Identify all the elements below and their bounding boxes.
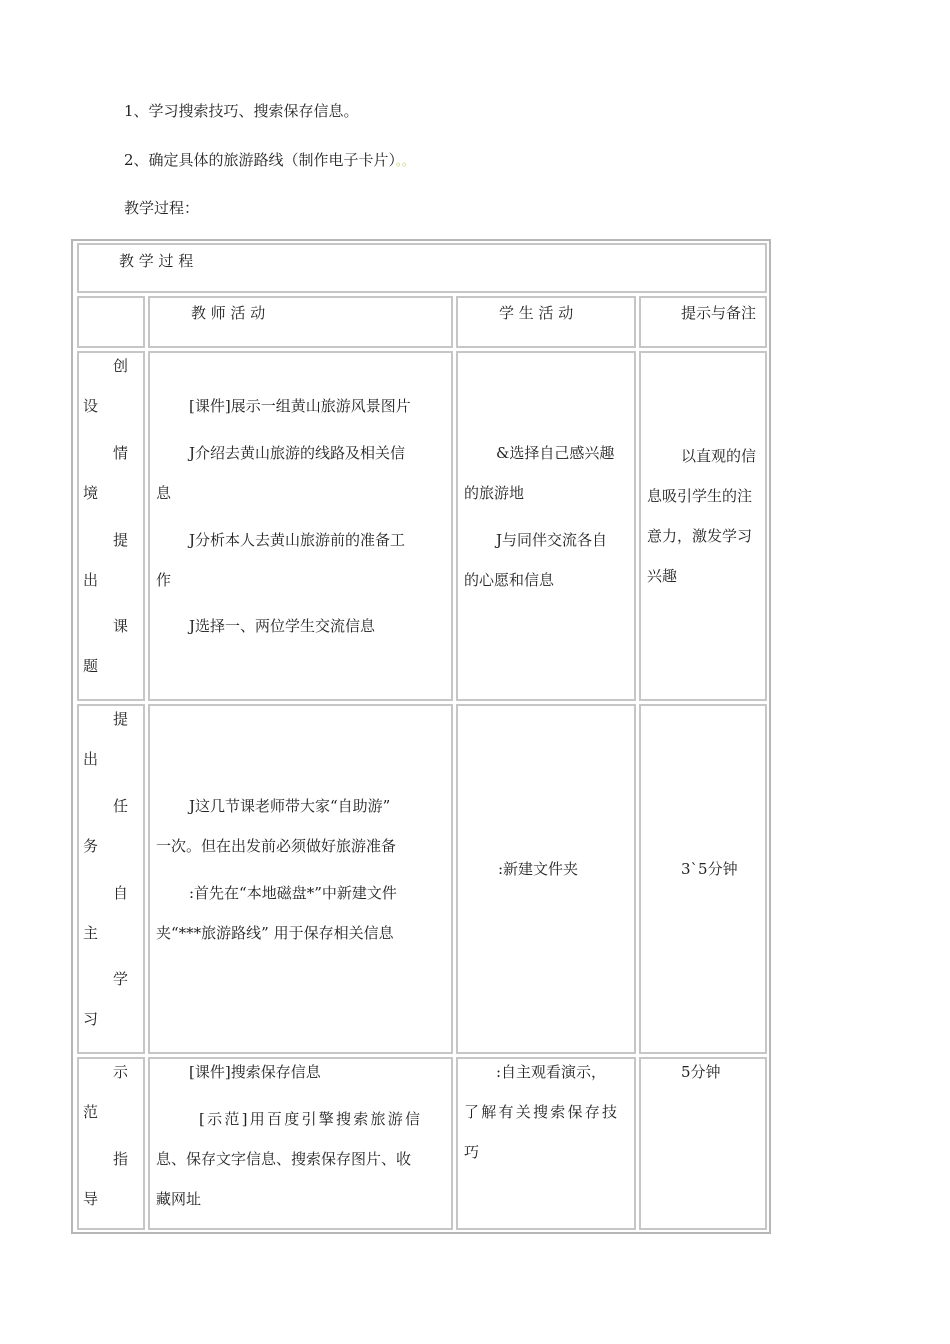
row1-student-line: &选择自己感兴趣 (496, 444, 615, 462)
row3-teacher-cell (148, 1057, 453, 1230)
row1-student-line: J与同伴交流各自 (496, 531, 608, 549)
row2-notes-cell (639, 704, 767, 1054)
lesson-table (71, 239, 771, 1234)
process-heading: 教学过程： (124, 199, 200, 217)
row3-student-line: :自主观看演示， (496, 1063, 607, 1081)
row2-teacher-line: 一次。但在出发前必须做好旅游准备 (156, 837, 397, 855)
row3-student-line: 巧 (464, 1143, 480, 1161)
header-teacher: 教 师 活 动 (191, 304, 266, 322)
row1-notes-cell (639, 351, 767, 701)
row3-student-cell (456, 1057, 636, 1230)
row1-student-cell (456, 351, 636, 701)
row1-notes-line: 以直观的信 (681, 447, 757, 465)
header-student-cell (456, 296, 636, 348)
row3-student-line: 了解有关搜索保存技 (464, 1103, 620, 1121)
row2-teacher-cell (148, 704, 453, 1054)
row1-student-line: 的旅游地 (464, 484, 525, 502)
row3-teacher-line: 息、保存文字信息、搜索保存图片、收 (156, 1150, 412, 1168)
objective-2-text: 2、确定具体的旅游路线（制作电子卡片） (124, 151, 397, 169)
row1-teacher-line: [课件]展示一组黄山旅游风景图片 (189, 397, 411, 415)
row3-teacher-line: 藏网址 (156, 1190, 202, 1208)
objective-2 (124, 150, 414, 171)
row3-teacher-line: [示范]用百度引擎搜索旅游信 (199, 1110, 423, 1128)
objective-2-mark: 。。 (396, 154, 415, 168)
row2-notes-line: 3`5分钟 (681, 860, 738, 878)
table-title-cell (77, 243, 767, 293)
header-stage-cell (77, 296, 145, 348)
row1-teacher-line: 作 (156, 571, 172, 589)
header-student: 学 生 活 动 (499, 304, 574, 322)
header-notes-cell (639, 296, 767, 348)
row3-teacher-line: [课件]搜索保存信息 (189, 1063, 321, 1081)
row1-student-line: 的心愿和信息 (464, 571, 555, 589)
row1-teacher-line: J介绍去黄山旅游的线路及相关信 (189, 444, 406, 462)
row1-teacher-line: J选择一、两位学生交流信息 (189, 617, 376, 635)
row1-notes-line: 兴趣 (647, 567, 678, 585)
row1-notes-line: 意力，激发学习 (647, 527, 753, 545)
row1-notes-line: 息吸引学生的注 (647, 487, 753, 505)
row3-notes-line: 5分钟 (681, 1063, 721, 1081)
row3-stage-cell: 示 范 指 导 (77, 1057, 145, 1230)
table-title: 教 学 过 程 (119, 252, 194, 270)
row1-teacher-cell (148, 351, 453, 701)
row2-teacher-line: :首先在“本地磁盘*”中新建文件 (189, 884, 397, 902)
row2-student-line: :新建文件夹 (498, 860, 579, 878)
row2-stage-cell: 提 出 任 务 自 主 学 习 (77, 704, 145, 1054)
objective-1: 1、学习搜索技巧、搜索保存信息。 (124, 102, 359, 120)
row1-teacher-line: J分析本人去黄山旅游前的准备工 (189, 531, 406, 549)
row1-stage-cell: 创 设 情 境 提 出 课 题 (77, 351, 145, 701)
row3-notes-cell (639, 1057, 767, 1230)
row2-teacher-line: J这几节课老师带大家“自助游” (189, 797, 391, 815)
row2-teacher-line: 夹“***旅游路线” 用于保存相关信息 (156, 924, 394, 942)
row1-teacher-line: 息 (156, 484, 172, 502)
header-notes: 提示与备注 (681, 304, 757, 322)
header-teacher-cell (148, 296, 453, 348)
row2-student-cell (456, 704, 636, 1054)
